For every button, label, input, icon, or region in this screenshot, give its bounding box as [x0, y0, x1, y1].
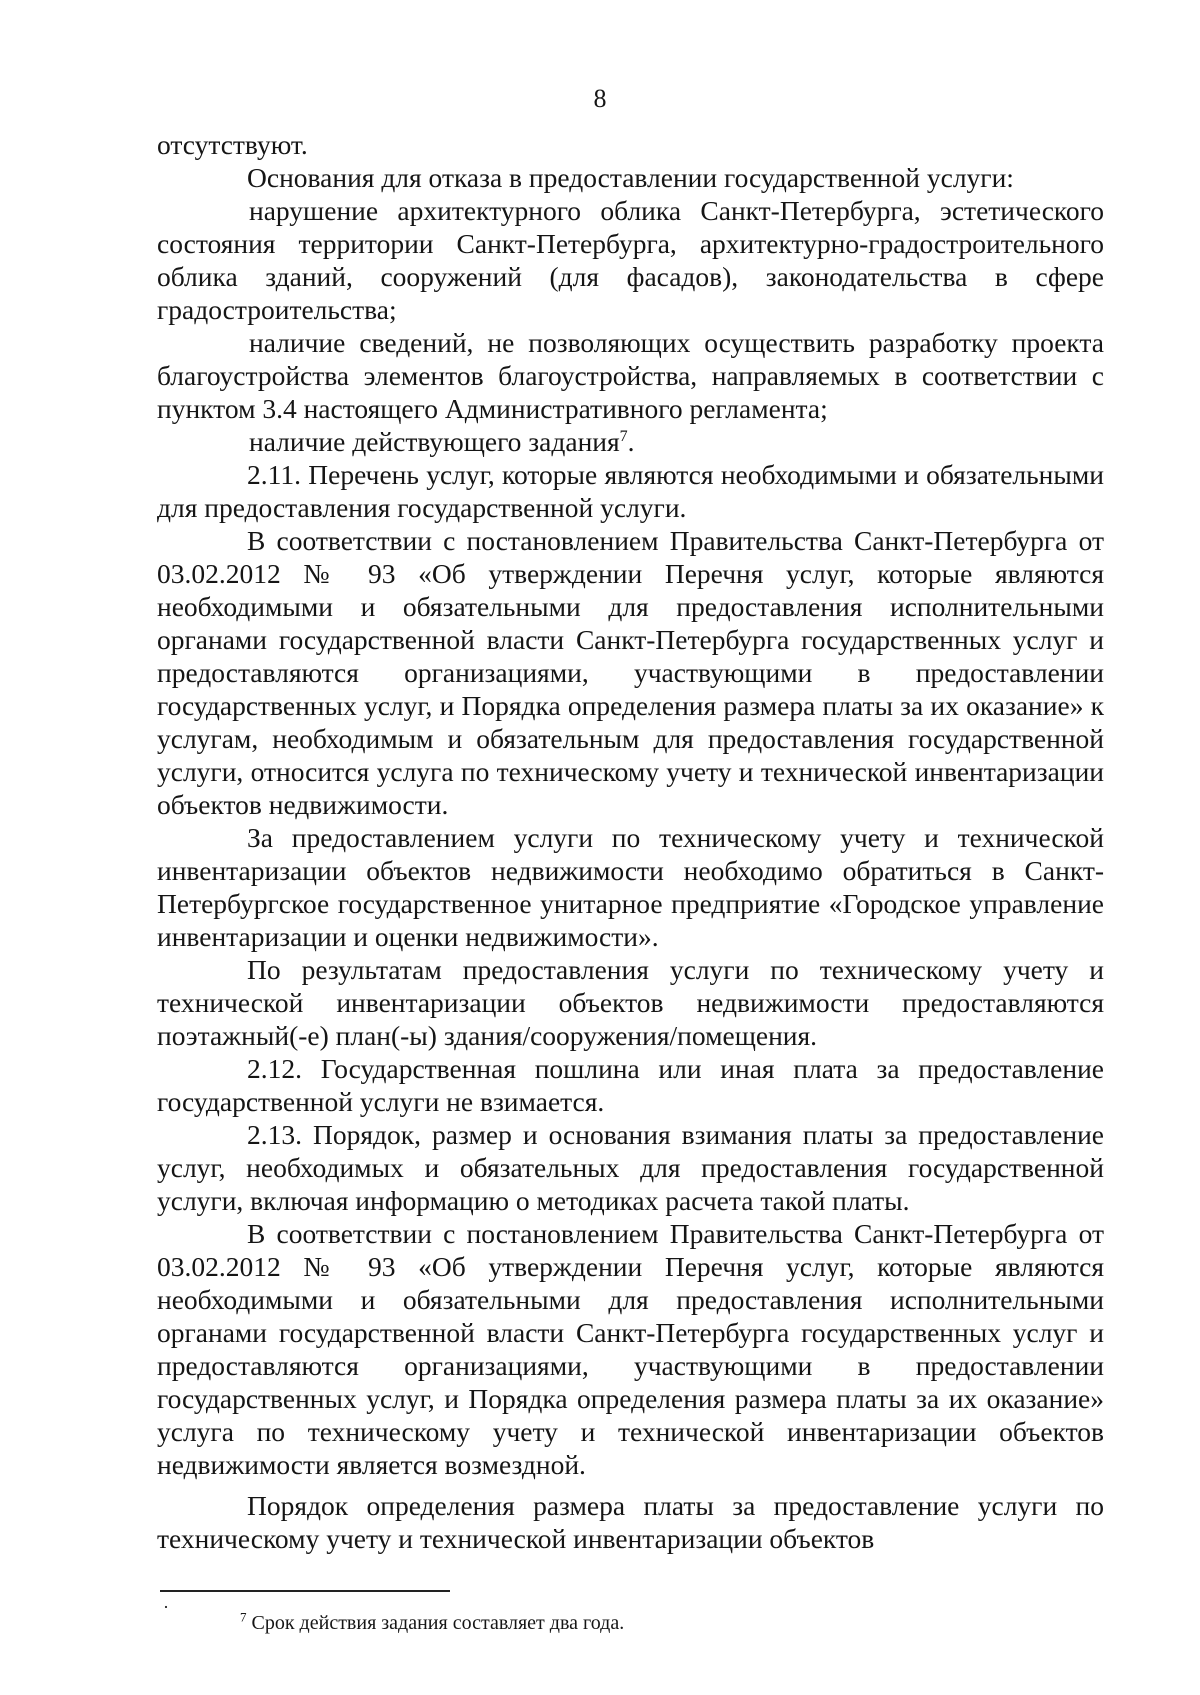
paragraph-inventory-office: За предоставлением услуги по техническому учету и технической инвентаризации объектов недвижимости необходимо обратиться в Санкт-Петербургское государственное унитарное предприятие «Городское управление инвентаризации и оценки недвижимости».	[157, 822, 1104, 952]
refusal-ground-3-period: .	[627, 426, 635, 457]
paragraph-2-11-body: В соответствии с постановлением Правительства Санкт-Петербурга от 03.02.2012 № 93 «Об утверждении Перечня услуг, которые являются необходимыми и обязательными для предоставления исполнительными органами государственной власти Санкт-Петербурга государственных услуг и предоставляются организациями, участвующими в предоставлении государственных услуг, и Порядка определения размера платы за их оказание» к услугам, необходимым и обязательным для предоставления государственной услуги, относится услуга по техническому учету и технической инвентаризации объектов недвижимости.	[157, 525, 1104, 820]
paragraph-2-11: 2.11. Перечень услуг, которые являются необходимыми и обязательными для предоставления государственной услуги.	[157, 459, 1104, 523]
footnote-marker: 7	[240, 1609, 247, 1625]
footnote	[240, 1611, 624, 1635]
refusal-ground-3-text: наличие действующего задания	[249, 426, 620, 457]
footnote-text: Срок действия задания составляет два года.	[251, 1612, 625, 1634]
page-number: 8	[593, 84, 607, 113]
paragraph-refusal-ground-3	[157, 425, 1104, 458]
paragraph-2-13: 2.13. Порядок, размер и основания взимания платы за предоставление услуг, необходимых и обязательных для предоставления государственной услуги, включая информацию о методиках расчета такой платы.	[157, 1119, 1104, 1216]
document-body	[157, 128, 1104, 1555]
paragraph-refusal-ground-1: нарушение архитектурного облика Санкт-Петербурга, эстетического состояния территории Санкт-Петербурга, архитектурно-градостроительного облика зданий, сооружений (для фасадов), законодательства в сфере градостроительства;	[157, 195, 1104, 325]
paragraph-inventory-results: По результатам предоставления услуги по техническому учету и технической инвентаризации объектов недвижимости предоставляются поэтажный(-е) план(-ы) здания/сооружения/помещения.	[157, 954, 1104, 1051]
paragraph-fee-procedure: Порядок определения размера платы за предоставление услуги по техническому учету и технической инвентаризации объектов	[157, 1490, 1104, 1554]
paragraph-2-13-body: В соответствии с постановлением Правительства Санкт-Петербурга от 03.02.2012 № 93 «Об утверждении Перечня услуг, которые являются необходимыми и обязательными для предоставления исполнительными органами государственной власти Санкт-Петербурга государственных услуг и предоставляются организациями, участвующими в предоставлении государственных услуг, и Порядка определения размера платы за их оказание» услуга по техническому учету и технической инвентаризации объектов недвижимости является возмездной.	[157, 1218, 1104, 1480]
paragraph-2-12: 2.12. Государственная пошлина или иная плата за предоставление государственной услуги не взимается.	[157, 1053, 1104, 1117]
paragraph-refusal-ground-2: наличие сведений, не позволяющих осуществить разработку проекта благоустройства элементов благоустройства, направляемых в соответствии с пунктом 3.4 настоящего Административного регламента;	[157, 327, 1104, 424]
footnote-reference: 7	[619, 427, 628, 445]
paragraph-refusal-grounds-heading: Основания для отказа в предоставлении государственной услуги:	[247, 162, 1014, 193]
paragraph-continuation: отсутствуют.	[157, 129, 308, 160]
footnote-dot-mark: ·	[163, 1597, 169, 1617]
footnote-separator	[160, 1590, 450, 1592]
